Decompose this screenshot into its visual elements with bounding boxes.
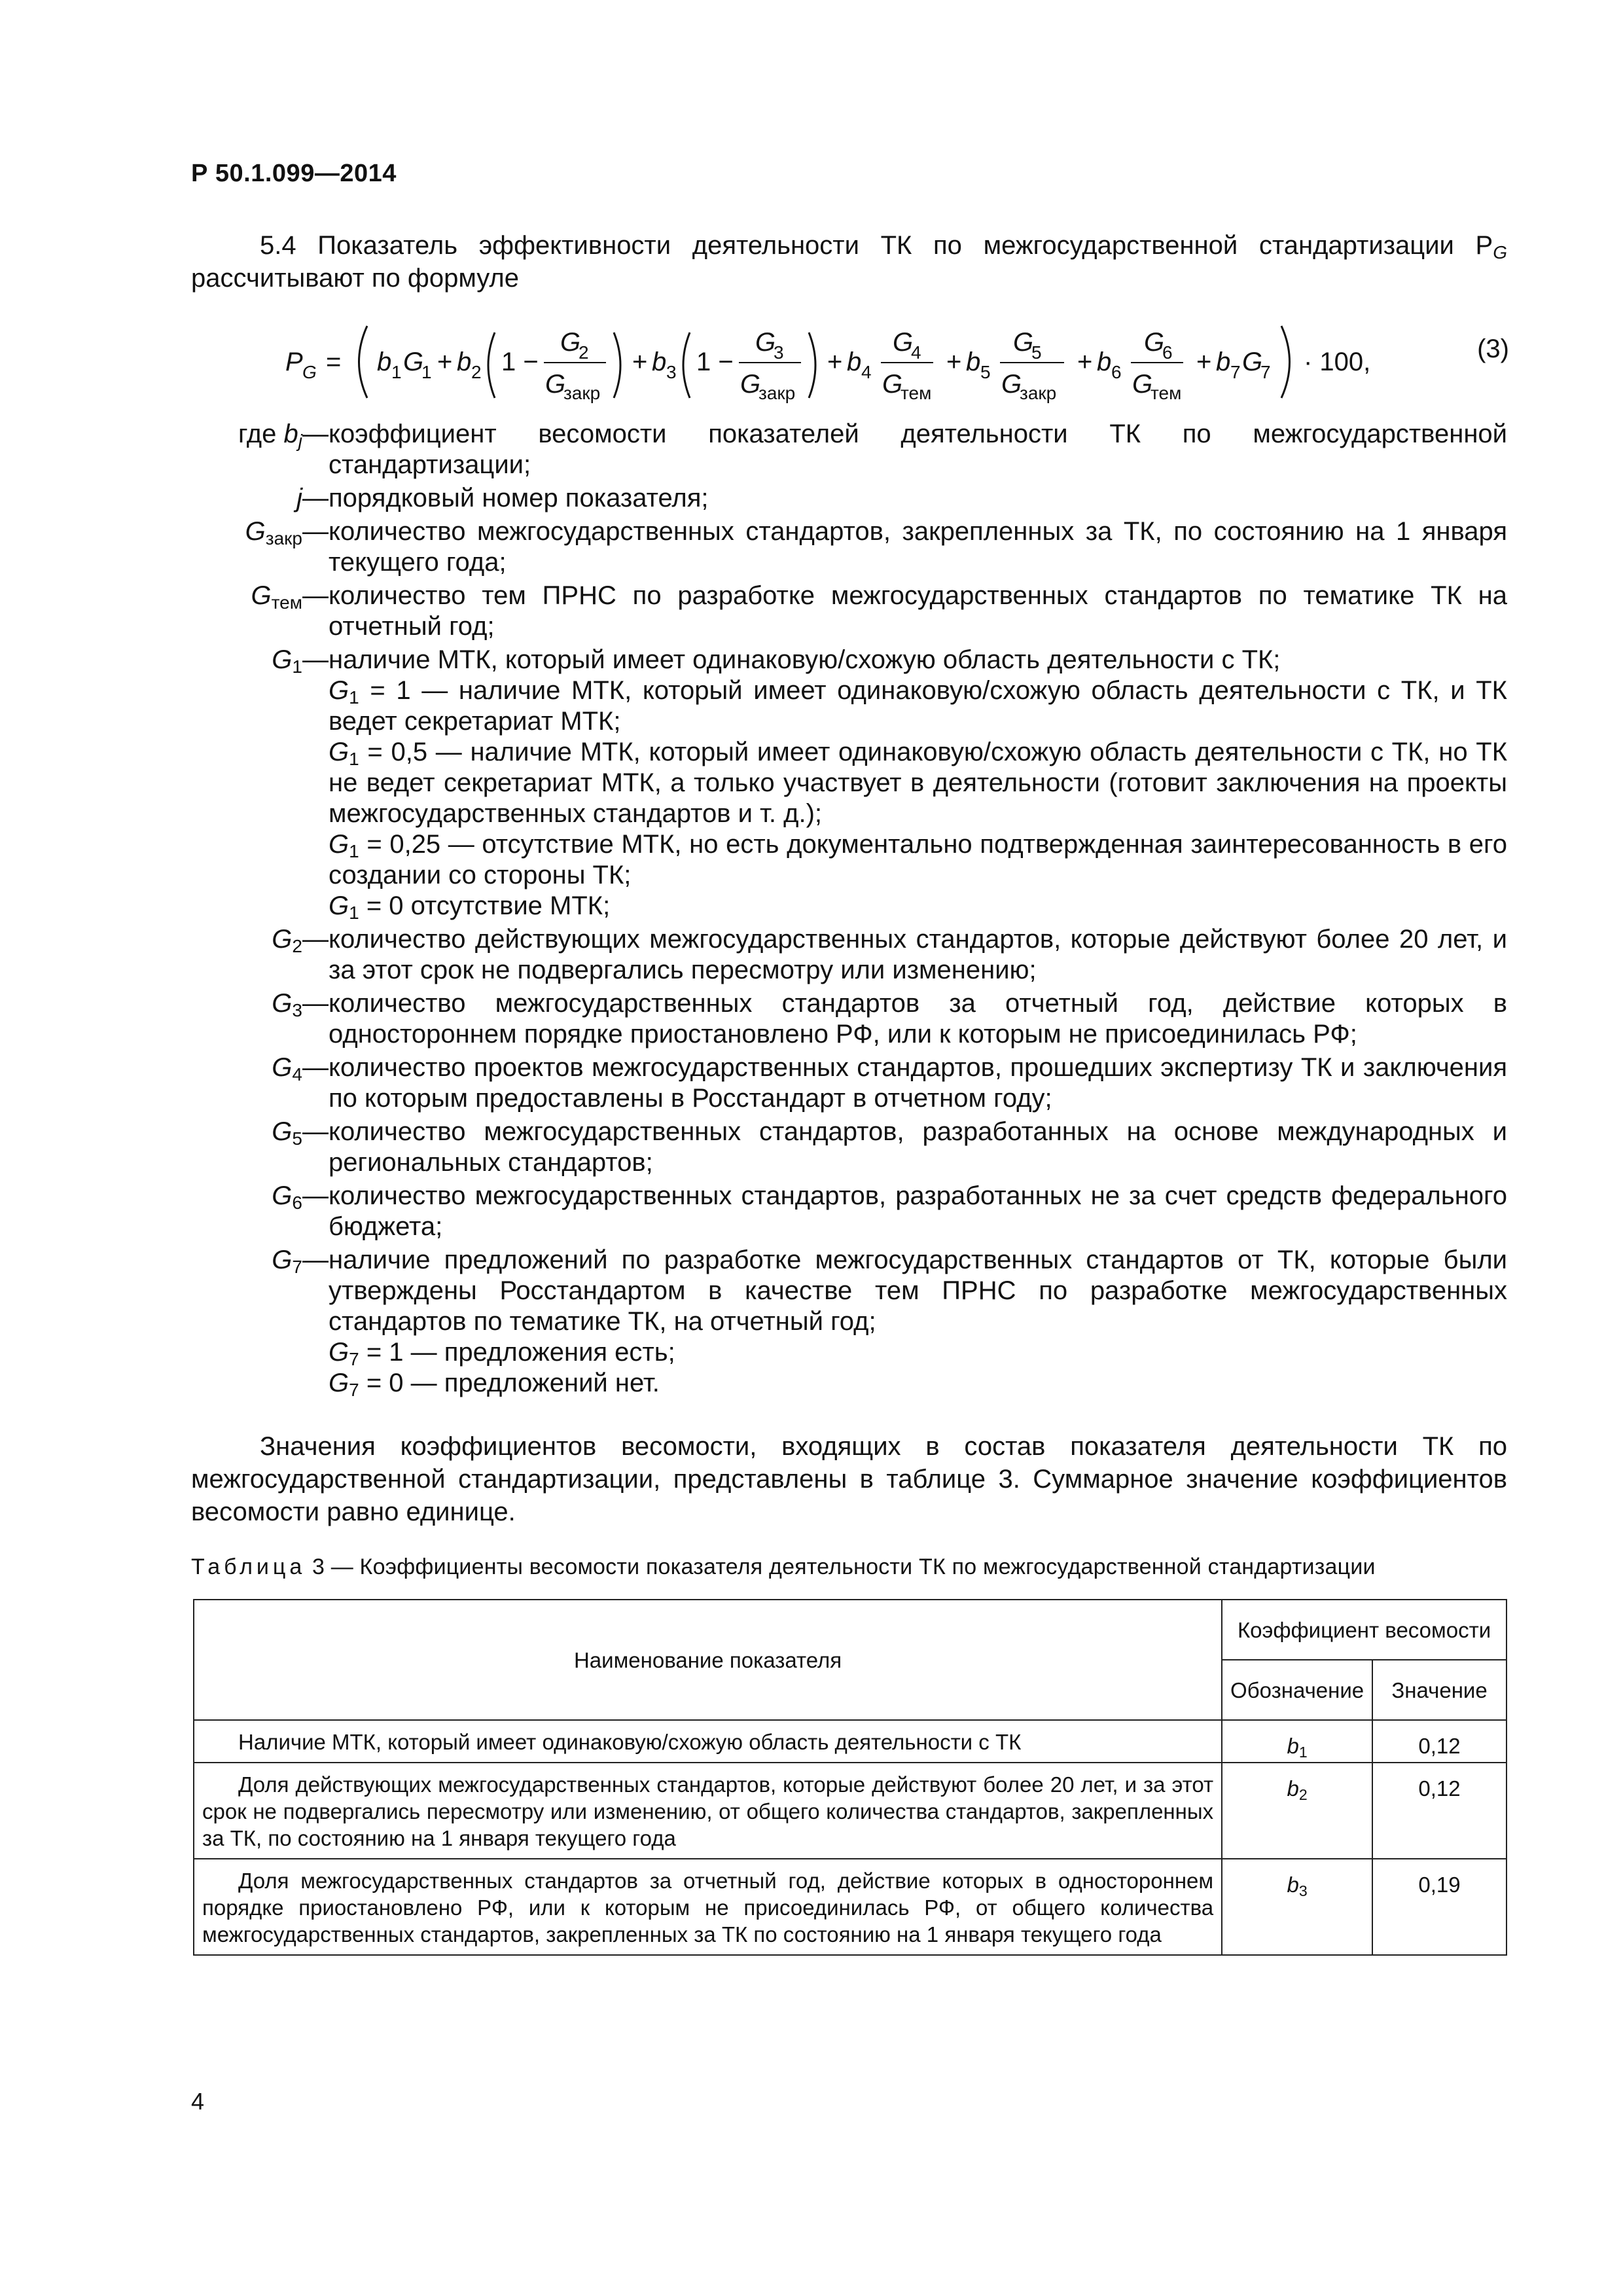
definition-text: количество межгосударственных стандартов за отчетный год, действие которых в одностороннем порядке приостановлено РФ, или к которым не присоединилась РФ;: [329, 989, 1507, 1049]
svg-text:G: G: [403, 348, 424, 376]
svg-text:G: G: [1132, 370, 1153, 399]
indicator-name: Доля межгосударственных стандартов за отчетный год, действие которых в одностороннем порядке приостановлено РФ, или к которым не присоединилась РФ, от общего количества межгосударственных стандартов, закрепленных за ТК по состоянию на 1 января текущего года: [194, 1859, 1222, 1955]
formula-lhs: P: [285, 348, 303, 376]
svg-text:G: G: [740, 370, 761, 399]
definition-sub-item: $G_7 = 0$ — предложений нет.: [329, 1369, 660, 1400]
svg-text:b: b: [652, 348, 667, 376]
definition-text: количество межгосударственных стандартов, разработанных не за счет средств федерального бюджета;: [329, 1181, 1507, 1241]
definition-item: j — порядковый номер показателя;: [191, 483, 1507, 514]
header-symbol: Обозначение: [1222, 1660, 1372, 1720]
svg-text:+: +: [827, 348, 843, 376]
svg-text:4: 4: [861, 362, 872, 382]
definition-text: количество действующих межгосударственных стандартов, которые действуют более 20 лет, и за этот срок не подвергались пересмотру или изменению;: [329, 925, 1507, 984]
table-caption: Таблица 3 — Коэффициенты весомости показателя деятельности ТК по межгосударственной стандартизации: [191, 1554, 1376, 1579]
formula-multiplier: · 100,: [1304, 348, 1371, 376]
svg-text:G: G: [755, 328, 776, 357]
svg-text:G: G: [1001, 370, 1022, 399]
header-name: Наименование показателя: [194, 1600, 1222, 1720]
definitions-list: [191, 419, 1507, 1401]
definition-item: $G_6$ — количество межгосударственных стандартов, разработанных не за счет средств федерального бюджета;: [191, 1181, 1507, 1242]
definition-text: коэффициент весомости показателей деятельности ТК по межгосударственной стандартизации;: [329, 420, 1507, 479]
formula-sub-tem-1: тем: [901, 383, 932, 403]
definition-term: где $b_j$: [238, 420, 302, 451]
coefficients-table: [193, 1599, 1507, 1956]
formula-sub-tem-2: тем: [1150, 383, 1182, 403]
page-number: 4: [191, 2088, 205, 2115]
definition-term: $G_4$: [272, 1053, 302, 1085]
indicator-symbol: $b_1$: [1222, 1720, 1372, 1763]
svg-text:b: b: [1097, 348, 1112, 376]
svg-text:b: b: [966, 348, 981, 376]
definition-sub-item: $G_1 = 0$ отсутствие МТК;: [329, 891, 611, 923]
svg-text:5: 5: [1031, 342, 1042, 363]
definition-sub-item: $G_1 = 1$ — наличие МТК, который имеет одинаковую/схожую область деятельности с ТК, и ТК ведет секретариат МТК;: [329, 676, 1507, 736]
svg-text:G: G: [1242, 348, 1263, 376]
svg-text:G: G: [545, 370, 566, 399]
definition-item: $G_{тем}$ — количество тем ПРНС по разработке межгосударственных стандартов по тематике ТК на отчетный год;: [191, 581, 1507, 642]
definition-term: $G_{тем}$: [251, 581, 302, 613]
svg-text:+: +: [1077, 348, 1093, 376]
svg-text:b: b: [1216, 348, 1231, 376]
svg-text:G: G: [882, 370, 903, 399]
indicator-name: Наличие МТК, который имеет одинаковую/схожую область деятельности с ТК: [194, 1720, 1222, 1763]
formula-sub-zakr-3: закр: [1020, 383, 1057, 403]
indicator-value: 0,12: [1372, 1720, 1507, 1763]
document-code: Р 50.1.099—2014: [191, 160, 397, 187]
definition-text: количество межгосударственных стандартов, разработанных на основе международных и региональных стандартов;: [329, 1117, 1507, 1177]
values-paragraph: Значения коэффициентов весомости, входящих в состав показателя деятельности ТК по межгосударственной стандартизации, представлены в таблице 3. Суммарное значение коэффициентов весомости равно единице.: [191, 1432, 1507, 1526]
indicator-value: 0,19: [1372, 1859, 1507, 1955]
definition-term: $G_5$: [272, 1117, 302, 1149]
svg-text:6: 6: [1162, 342, 1173, 363]
definition-term: $G_7$: [272, 1246, 302, 1277]
indicator-value: 0,12: [1372, 1763, 1507, 1859]
definition-text: количество тем ПРНС по разработке межгосударственных стандартов по тематике ТК на отчетный год;: [329, 581, 1507, 641]
indicator-name: Доля действующих межгосударственных стандартов, которые действуют более 20 лет, и за этот срок не подвергались пересмотру или изменению, от общего количества стандартов, закрепленных за ТК, по состоянию на 1 января текущего года: [194, 1763, 1222, 1859]
definition-term: $G_{закр}$: [245, 517, 302, 548]
svg-text:G: G: [1013, 328, 1034, 357]
definition-item: $G_4$ — количество проектов межгосударственных стандартов, прошедших экспертизу ТК и заключения по которым предоставлены в Росстандарт в отчетном году;: [191, 1052, 1507, 1114]
definition-term: $G_6$: [272, 1181, 302, 1213]
svg-text:1 −: 1 −: [501, 348, 539, 376]
definition-term: j: [296, 484, 302, 512]
svg-text:+: +: [437, 348, 453, 376]
definition-sub-item: $G_1 = 0,5$ — наличие МТК, который имеет одинаковую/схожую область деятельности с ТК, но ТК не ведет секретариат МТК, а только участвует в деятельности (готовит заключения на проекты межгосударственных стандартов и т. д.);: [329, 738, 1507, 828]
svg-text:=: =: [326, 348, 342, 376]
svg-text:7: 7: [1260, 362, 1271, 382]
definition-term: $G_3$: [272, 989, 302, 1020]
definition-item: $G_3$ — количество межгосударственных стандартов за отчетный год, действие которых в одностороннем порядке приостановлено РФ, или к которым не присоединилась РФ;: [191, 988, 1507, 1050]
svg-text:4: 4: [911, 342, 921, 363]
svg-text:+: +: [1196, 348, 1212, 376]
svg-text:b: b: [377, 348, 392, 376]
svg-text:1: 1: [391, 362, 402, 382]
definition-text: количество межгосударственных стандартов, закрепленных за ТК, по состоянию на 1 января текущего года;: [329, 517, 1507, 577]
definition-item: $G_{закр}$ — количество межгосударственных стандартов, закрепленных за ТК, по состоянию на 1 января текущего года;: [191, 516, 1507, 578]
svg-text:5: 5: [980, 362, 991, 382]
definition-text: порядковый номер показателя;: [329, 484, 709, 512]
definition-term: $G_1$: [272, 645, 302, 677]
svg-text:7: 7: [1230, 362, 1241, 382]
svg-text:b: b: [847, 348, 862, 376]
definition-item: $G_2$ — количество действующих межгосударственных стандартов, которые действуют более 20 лет, и за этот срок не подвергались пересмотру или изменению;: [191, 924, 1507, 986]
formula-number: (3): [1477, 334, 1509, 363]
formula-sub-zakr-2: закр: [758, 383, 796, 403]
definition-term: $G_2$: [272, 925, 302, 956]
svg-text:+: +: [632, 348, 648, 376]
svg-text:b: b: [457, 348, 472, 376]
svg-text:3: 3: [666, 362, 677, 382]
table-row: [194, 1859, 1507, 1955]
svg-text:1 −: 1 −: [696, 348, 734, 376]
formula-svg: [285, 313, 1424, 411]
table-row: [194, 1763, 1507, 1859]
definition-text: наличие МТК, который имеет одинаковую/схожую область деятельности с ТК; $G_1 = 1$ — наличие МТК, который имеет одинаковую/схожую область деятельности с ТК, и ТК ведет секретариат МТК; $G_1 = 0,5$ — наличие МТК, который имеет одинаковую/схожую область деятельности с ТК, но ТК не ведет секретариат МТК, а только участвует в деятельности (готовит заключения на проекты межгосударственных стандартов и т. д.); $G_1 = 0,25$ — отсутствие МТК, но есть документально подтвержденная заинтересованность в его создании со стороны ТК; $G_1 = 0$ отсутствие МТК;: [329, 645, 1507, 923]
svg-text:2: 2: [471, 362, 482, 382]
svg-text:G: G: [560, 328, 581, 357]
definition-item: $G_1$ — наличие МТК, который имеет одинаковую/схожую область деятельности с ТК; $G_1 = 1$ — наличие МТК, который имеет одинаковую/схожую область деятельности с ТК, и ТК ведет секретариат МТК; $G_1 = 0,5$ — наличие МТК, который имеет одинаковую/схожую область деятельности с ТК, но ТК не ведет секретариат МТК, а только участвует в деятельности (готовит заключения на проекты межгосударственных стандартов и т. д.); $G_1 = 0,25$ — отсутствие МТК, но есть документально подтвержденная заинтересованность в его создании со стороны ТК; $G_1 = 0$ отсутствие МТК;: [191, 645, 1507, 922]
formula-3: [285, 313, 1509, 411]
definition-sub-item: $G_1 = 0,25$ — отсутствие МТК, но есть документально подтвержденная заинтересованность в его создании со стороны ТК;: [329, 830, 1507, 889]
indicator-symbol: $b_3$: [1222, 1859, 1372, 1955]
table-row: [194, 1720, 1507, 1763]
svg-text:G: G: [1144, 328, 1165, 357]
svg-text:G: G: [893, 328, 914, 357]
svg-text:3: 3: [774, 342, 784, 363]
definition-item: $G_7$ — наличие предложений по разработке межгосударственных стандартов от ТК, которые были утверждены Росстандартом в качестве тем ПРНС по разработке межгосударственных стандартов по тематике ТК, на отчетный год; $G_7 = 1$ — предложения есть; $G_7 = 0$ — предложений нет.: [191, 1245, 1507, 1399]
header-value: Значение: [1372, 1660, 1507, 1720]
definition-item: $G_5$ — количество межгосударственных стандартов, разработанных на основе международных и региональных стандартов;: [191, 1117, 1507, 1178]
definition-sub-item: $G_7 = 1$ — предложения есть;: [329, 1338, 675, 1369]
indicator-symbol: $b_2$: [1222, 1763, 1372, 1859]
svg-text:6: 6: [1111, 362, 1122, 382]
formula-sub-zakr-1: закр: [563, 383, 601, 403]
definition-item: где $b_j$ — коэффициент весомости показателей деятельности ТК по межгосударственной стандартизации;: [191, 419, 1507, 480]
header-coefficient: Коэффициент весомости: [1222, 1600, 1507, 1660]
intro-paragraph: 5.4 Показатель эффективности деятельности ТК по межгосударственной стандартизации $P_G$ рассчитывают по формуле: [191, 231, 1507, 293]
definition-text: наличие предложений по разработке межгосударственных стандартов от ТК, которые были утверждены Росстандартом в качестве тем ПРНС по разработке межгосударственных стандартов по тематике ТК, на отчетный год; $G_7 = 1$ — предложения есть; $G_7 = 0$ — предложений нет.: [329, 1246, 1507, 1400]
svg-text:2: 2: [579, 342, 589, 363]
definition-text: количество проектов межгосударственных стандартов, прошедших экспертизу ТК и заключения по которым предоставлены в Росстандарт в отчетном году;: [329, 1053, 1507, 1113]
formula-lhs-sub: G: [302, 362, 317, 382]
svg-text:1: 1: [421, 362, 432, 382]
svg-text:+: +: [946, 348, 962, 376]
